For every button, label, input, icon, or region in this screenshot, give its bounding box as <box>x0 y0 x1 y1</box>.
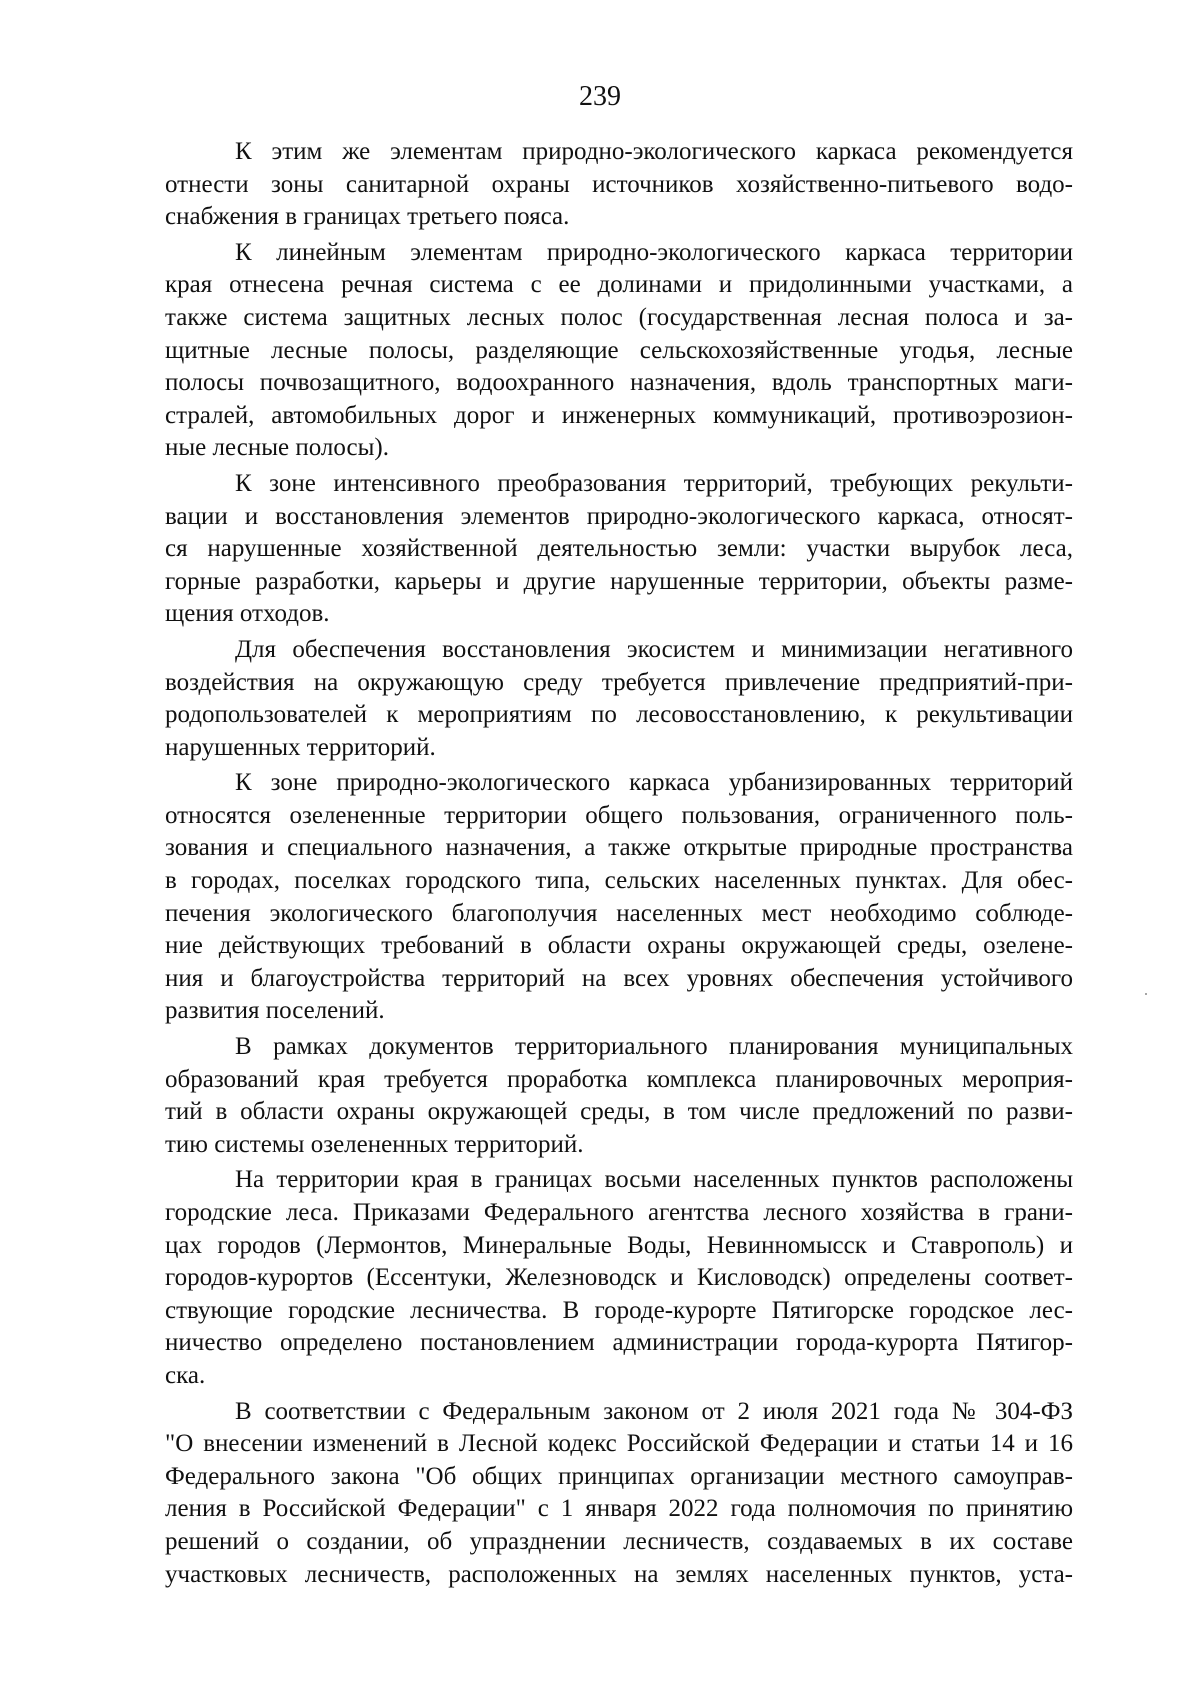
text-line: щитные лесные полосы, разделяющие сельскохозяйственные угодья, лесные <box>165 336 1073 364</box>
text-line: тию системы озелененных территорий. <box>165 1130 584 1158</box>
text-line: щения отходов. <box>165 600 330 628</box>
text-line: ствующие городские лесничества. В городе-курорте Пятигорске городское лес- <box>165 1296 1073 1324</box>
page-number: 239 <box>579 81 621 112</box>
text-line: вации и восстановления элементов природно-экологического каркаса, относят- <box>165 502 1073 530</box>
text-line: участковых лесничеств, расположенных на землях населенных пунктов, уста- <box>165 1560 1073 1588</box>
paragraph <box>165 468 1073 631</box>
text-line: края отнесена речная система с ее долинами и придолинными участками, а <box>165 271 1073 299</box>
paragraph <box>165 1396 1073 1592</box>
text-line: развития поселений. <box>165 997 385 1025</box>
text-line: ления в Российской Федерации" с 1 января 2022 года полномочия по принятию <box>165 1495 1073 1523</box>
text-line: В соответствии с Федеральным законом от 2 июля 2021 года № 304-ФЗ <box>235 1397 1073 1425</box>
paragraph <box>165 237 1073 465</box>
text-line: городов-курортов (Ессентуки, Железноводск и Кисловодск) определены соответ- <box>165 1264 1073 1292</box>
text-line: Для обеспечения восстановления экосистем и минимизации негативного <box>235 635 1073 663</box>
text-line: стралей, автомобильных дорог и инженерных коммуникаций, противоэрозион- <box>165 401 1073 429</box>
text-line: К линейным элементам природно-экологического каркаса территории <box>235 238 1073 266</box>
text-line: "О внесении изменений в Лесной кодекс Российской Федерации и статьи 14 и 16 <box>165 1430 1073 1458</box>
text-line: ния и благоустройства территорий на всех уровнях обеспечения устойчивого <box>165 964 1073 992</box>
text-line: нарушенных территорий. <box>165 733 436 761</box>
paragraph <box>165 1031 1073 1161</box>
text-line: В рамках документов территориального планирования муниципальных <box>235 1033 1073 1061</box>
text-line: К этим же элементам природно-экологического каркаса рекомендуется <box>235 138 1073 165</box>
text-line: зования и специального назначения, а также открытые природные пространства <box>165 834 1073 862</box>
text-line: образований края требуется проработка комплекса планировочных мероприя- <box>165 1065 1073 1093</box>
paragraph <box>165 1164 1073 1392</box>
text-line: Федерального закона "Об общих принципах организации местного самоуправ- <box>165 1462 1073 1490</box>
text-line: полосы почвозащитного, водоохранного назначения, вдоль транспортных маги- <box>165 369 1073 397</box>
text-line: относятся озелененные территории общего пользования, ограниченного поль- <box>165 801 1073 829</box>
body-text <box>165 136 1073 1594</box>
paragraph <box>165 634 1073 764</box>
text-line: городские леса. Приказами Федерального агентства лесного хозяйства в грани- <box>165 1199 1073 1226</box>
text-line: ние действующих требований в области охраны окружающей среды, озелене- <box>165 932 1073 960</box>
text-line: печения экологического благополучия населенных мест необходимо соблюде- <box>165 899 1073 927</box>
text-line: ничество определено постановлением администрации города-курорта Пятигор- <box>165 1329 1073 1357</box>
text-line: цах городов (Лермонтов, Минеральные Воды, Невинномысск и Ставрополь) и <box>165 1231 1073 1259</box>
text-line: решений о создании, об упразднении лесничеств, создаваемых в их составе <box>165 1527 1073 1555</box>
text-line: в городах, поселках городского типа, сельских населенных пунктах. Для обес- <box>165 867 1073 895</box>
text-line: снабжения в границах третьего пояса. <box>165 203 570 231</box>
text-line: отнести зоны санитарной охраны источников хозяйственно-питьевого водо- <box>165 170 1073 198</box>
text-line: ска. <box>165 1361 206 1389</box>
text-line: К зоне интенсивного преобразования территорий, требующих рекульти- <box>235 469 1073 497</box>
text-line: ся нарушенные хозяйственной деятельностью земли: участки вырубок леса, <box>165 535 1073 563</box>
text-line: ные лесные полосы). <box>165 434 389 462</box>
paragraph <box>165 136 1073 234</box>
text-line: родопользователей к мероприятиям по лесовосстановлению, к рекультивации <box>165 701 1073 729</box>
text-line: К зоне природно-экологического каркаса урбанизированных территорий <box>235 769 1073 797</box>
text-line: На территории края в границах восьми населенных пунктов расположены <box>235 1166 1073 1194</box>
text-line: воздействия на окружающую среду требуется привлечение предприятий-при- <box>165 668 1073 696</box>
text-line: горные разработки, карьеры и другие нарушенные территории, объекты разме- <box>165 567 1073 595</box>
text-line: также система защитных лесных полос (государственная лесная полоса и за- <box>165 303 1073 331</box>
paragraph <box>165 767 1073 1028</box>
text-line: тий в области охраны окружающей среды, в том числе предложений по разви- <box>165 1098 1073 1126</box>
scan-speck <box>1145 993 1147 995</box>
